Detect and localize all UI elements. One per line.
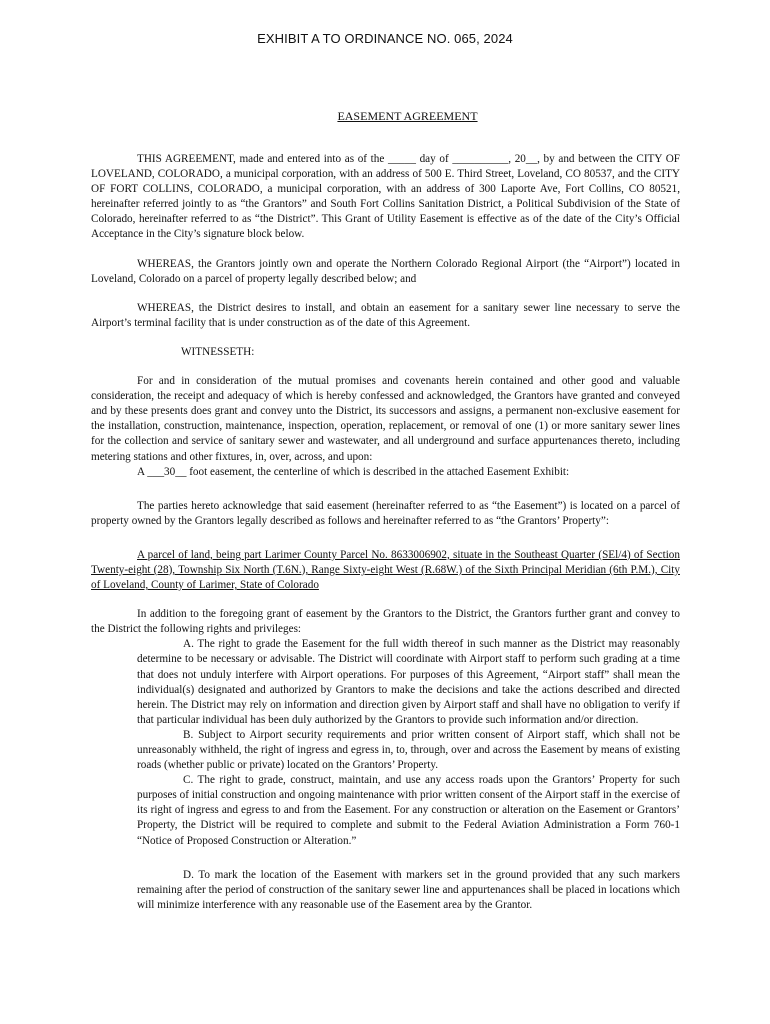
- easement-width-line: A ___30__ foot easement, the centerline of which is described in the attached Easement Exhibit:: [137, 465, 570, 478]
- agreement-title: EASEMENT AGREEMENT: [337, 109, 478, 123]
- right-a: A. The right to grade the Easement for the full width thereof in such manner as the District may reasonably determine to be necessary or advisable. The District will coordinate with Airport staff to perform such grading at a time that does not unduly interfere with Airport operations. For purposes of this Agreement, “Airport staff” shall mean the individual(s) designated and authorized by Grantors to make the decisions and take the actions described and directed herein. The District may rely on information and direction given by Airport staff and shall have no obligation to verify if that particular individual has been duly authorized by the Grantors to provide such information and/or direction.: [137, 638, 680, 726]
- right-c: C. The right to grade, construct, maintain, and use any access roads upon the Grantors’ Property for such purposes of initial construction and ongoing maintenance with prior written consent of the Airport staff in the exercise of its right of ingress and egress to and from the Easement. For any construction or alteration on the Easement or Grantors’ Property, the District will be required to complete and submit to the Federal Aviation Administration a Form 760-1 “Notice of Proposed Construction or Alteration.”: [137, 774, 680, 847]
- whereas-paragraph-2: WHEREAS, the District desires to install, and obtain an easement for a sanitary sewer line necessary to serve the Airport’s terminal facility that is under construction as of the date of this Agreement.: [91, 301, 680, 329]
- legal-description: A parcel of land, being part Larimer County Parcel No. 8633006902, situate in the Southeast Quarter (SEl/4) of Section Twenty-eight (28), Township Six North (T.6N.), Range Sixty-eight West (R.68W.) of the Sixth Principal Meridian (6th P.M.), City of Loveland, County of Larimer, State of Colorado: [91, 548, 680, 592]
- acknowledgement-paragraph: The parties hereto acknowledge that said easement (hereinafter referred to as “the Easement”) is located on a parcel of property owned by the Grantors legally described as follows and hereinafter referred to as “the Grantors’ Property”:: [91, 499, 680, 527]
- grant-paragraph: For and in consideration of the mutual promises and covenants herein contained and other good and valuable consideration, the receipt and adequacy of which is hereby confessed and acknowledged, the Grantors have granted and conveyed and by these presents does grant and convey unto the District, its successors and assigns, a permanent non-exclusive easement for the installation, construction, maintenance, inspection, operation, replacement, or removal of one (1) or more sanitary sewer lines for the collection and service of sanitary sewer and wastewater, and all underground and surface appurtenances thereto, including metering stations and other fixtures, in, over, across, and upon:: [91, 375, 680, 463]
- agreement-body: [91, 152, 680, 913]
- exhibit-heading: EXHIBIT A TO ORDINANCE NO. 065, 2024: [257, 31, 513, 46]
- witnesseth-heading: WITNESSETH:: [181, 345, 255, 358]
- opening-paragraph: THIS AGREEMENT, made and entered into as of the _____ day of __________, 20__, by and between the CITY OF LOVELAND, COLORADO, a municipal corporation, with an address of 500 E. Third Street, Loveland, CO 80537, and the CITY OF FORT COLLINS, COLORADO, a municipal corporation, with an address of 300 Laporte Ave, Fort Collins, CO 80521, hereinafter referred jointly to as “the Grantors” and South Fort Collins Sanitation District, a Political Subdivision of the State of Colorado, hereinafter referred to as “the District”. This Grant of Utility Easement is effective as of the date of the City’s Official Acceptance in the City’s signature block below.: [91, 153, 680, 241]
- right-b: B. Subject to Airport security requirements and prior written consent of Airport staff, which shall not be unreasonably withheld, the right of ingress and egress in, to, through, over and across the Easement by means of existing roads (whether public or private) located on the Grantors’ Property.: [137, 728, 680, 772]
- whereas-paragraph-1: WHEREAS, the Grantors jointly own and operate the Northern Colorado Regional Airport (the “Airport”) located in Loveland, Colorado on a parcel of property legally described below; and: [91, 257, 680, 285]
- additional-rights-paragraph: In addition to the foregoing grant of easement by the Grantors to the District, the Grantors further grant and convey to the District the following rights and privileges:: [91, 608, 680, 636]
- right-d: D. To mark the location of the Easement with markers set in the ground provided that any such markers remaining after the period of construction of the sanitary sewer line and appurtenances shall be placed in locations which will minimize interference with any reasonable use of the Easement area by the Grantor.: [137, 868, 680, 911]
